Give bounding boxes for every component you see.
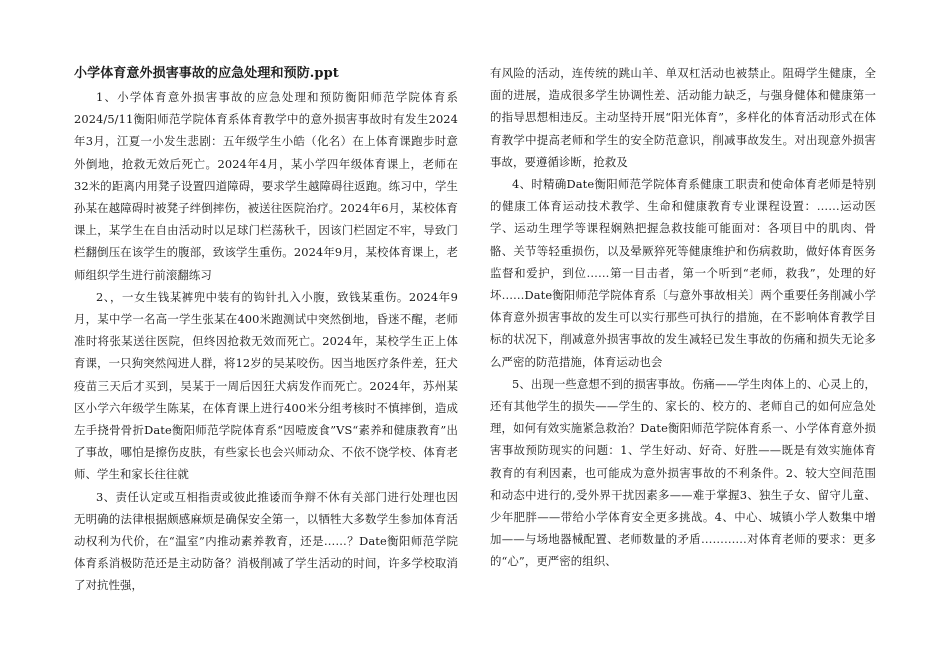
- paragraph-3: 3、责任认定或互相指责或彼此推诿而争辩不休有关部门进行处理也因无明确的法律根据颇感麻烦是确保安全第一，以牺牲大多数学生参加体育活动权利为代价，在“温室”内推动素养教育，还是……？Date衡阳师范学院体育系消极防范还是主动防备？消极削减了学生活动的时间，许多学校取消了对抗性强，: [74, 489, 458, 593]
- paragraph-3-continued: 有风险的活动，连传统的跳山羊、单双杠活动也被禁止。阻碍学生健康，全面的进展，造成很多学生协调性差、活动能力缺乏，与强身健体和健康第一的指导思想相违反。主动坚持开展“阳光体育”，多样化的体育活动形式在体育教学中提高老师和学生的安全防范意识，削减事故发生。对出现意外损害事故，要遵循诊断，抢救及: [490, 66, 876, 169]
- right-column: [490, 62, 876, 573]
- paragraph-1: 1、小学体育意外损害事故的应急处理和预防衡阳师范学院体育系2024/5/11衡阳师范学院体育系体育教学中的意外损害事故时有发生2024年3月，江夏一小发生悲剧：五年级学生小皓（化名）在上体育课跑步时意外倒地，抢救无效后死亡。2024年4月，某小学四年级体育课上，老师在32米的距离内用凳子设置四道障碍，要求学生越障碍往返跑。练习中，学生孙某在越障碍时被凳子绊倒摔伤，被送往医院治疗。2024年6月，某校体育课上，某学生在自由活动时以足球门栏荡秋千，因该门栏固定不牢，导致门栏翻倒压在该学生的腹部，致该学生重伤。2024年9月，某校体育课上，老师组织学生进行前滚翻练习: [74, 90, 458, 282]
- paragraph-4: 4、时精确Date衡阳师范学院体育系健康工职责和使命体育老师是特别的健康工体育运动技术教学、生命和健康教育专业课程设置：……运动医学、运动生理学等课程娴熟把握急救技能可能面对：各项目中的肌肉、骨骼、关节等轻重损伤，以及晕厥猝死等健康维护和伤病救助，做好体育医务监督和爱护，到位……第一目击者，第一个听到“老师，救我”，处理的好坏……Date衡阳师范学院体育系〔与意外事故相关〕两个重要任务削减小学体育意外损害事故的发生可以实行那些可执行的措施，在不影响体育教学目标的状况下，削减意外损害事故的发生减轻已发生事故的伤痛和损失无论多么严密的防范措施，体育运动也会: [490, 177, 876, 369]
- paragraph-5: 5、出现一些意想不到的损害事故。伤痛——学生肉体上的、心灵上的，还有其他学生的损失——学生的、家长的、校方的、老师自己的如何应急处理，如何有效实施紧急救治？Date衡阳师范学院体育系一、小学体育意外损害事故预防现实的问题：1、学生好动、好奇、好胜——既是有效实施体育教育的有利因素，也可能成为意外损害事故的不利条件。2、较大空间范围和动态中进行的,受外界干扰因素多——难于掌握3、独生子女、留守儿童、少年肥胖——带给小学体育安全更多挑战。4、中心、城镇小学人数集中增加——与场地器械配置、老师数量的矛盾…………对体育老师的要求：更多的“心”，更严密的组织、: [490, 376, 876, 569]
- paragraph-2: 2、，一女生钱某裤兜中装有的钩针扎入小腹，致钱某重伤。2024年9月，某中学一名高一学生张某在400米跑测试中突然倒地，昏迷不醒，老师准时将张某送往医院，但终因抢救无效而死亡。2024年，某校学生正上体育课，一只狗突然闯进人群，将12岁的吴某咬伤。因当地医疗条件差，狂犬疫苗三天后才买到，吴某于一周后因狂犬病发作而死亡。2024年，苏州某区小学六年级学生陈某，在体育课上进行400米分组考核时不慎摔倒，造成左手挠骨骨折Date衡阳师范学院体育系“因噎废食”VS“素养和健康教育”出了事故，哪怕是擦伤皮肤，有些家长也会兴师动众、不依不饶学校、体育老师、学生和家长往往就: [74, 289, 458, 482]
- document-title: 小学体育意外损害事故的应急处理和预防.ppt: [74, 66, 339, 81]
- left-column: [74, 62, 458, 597]
